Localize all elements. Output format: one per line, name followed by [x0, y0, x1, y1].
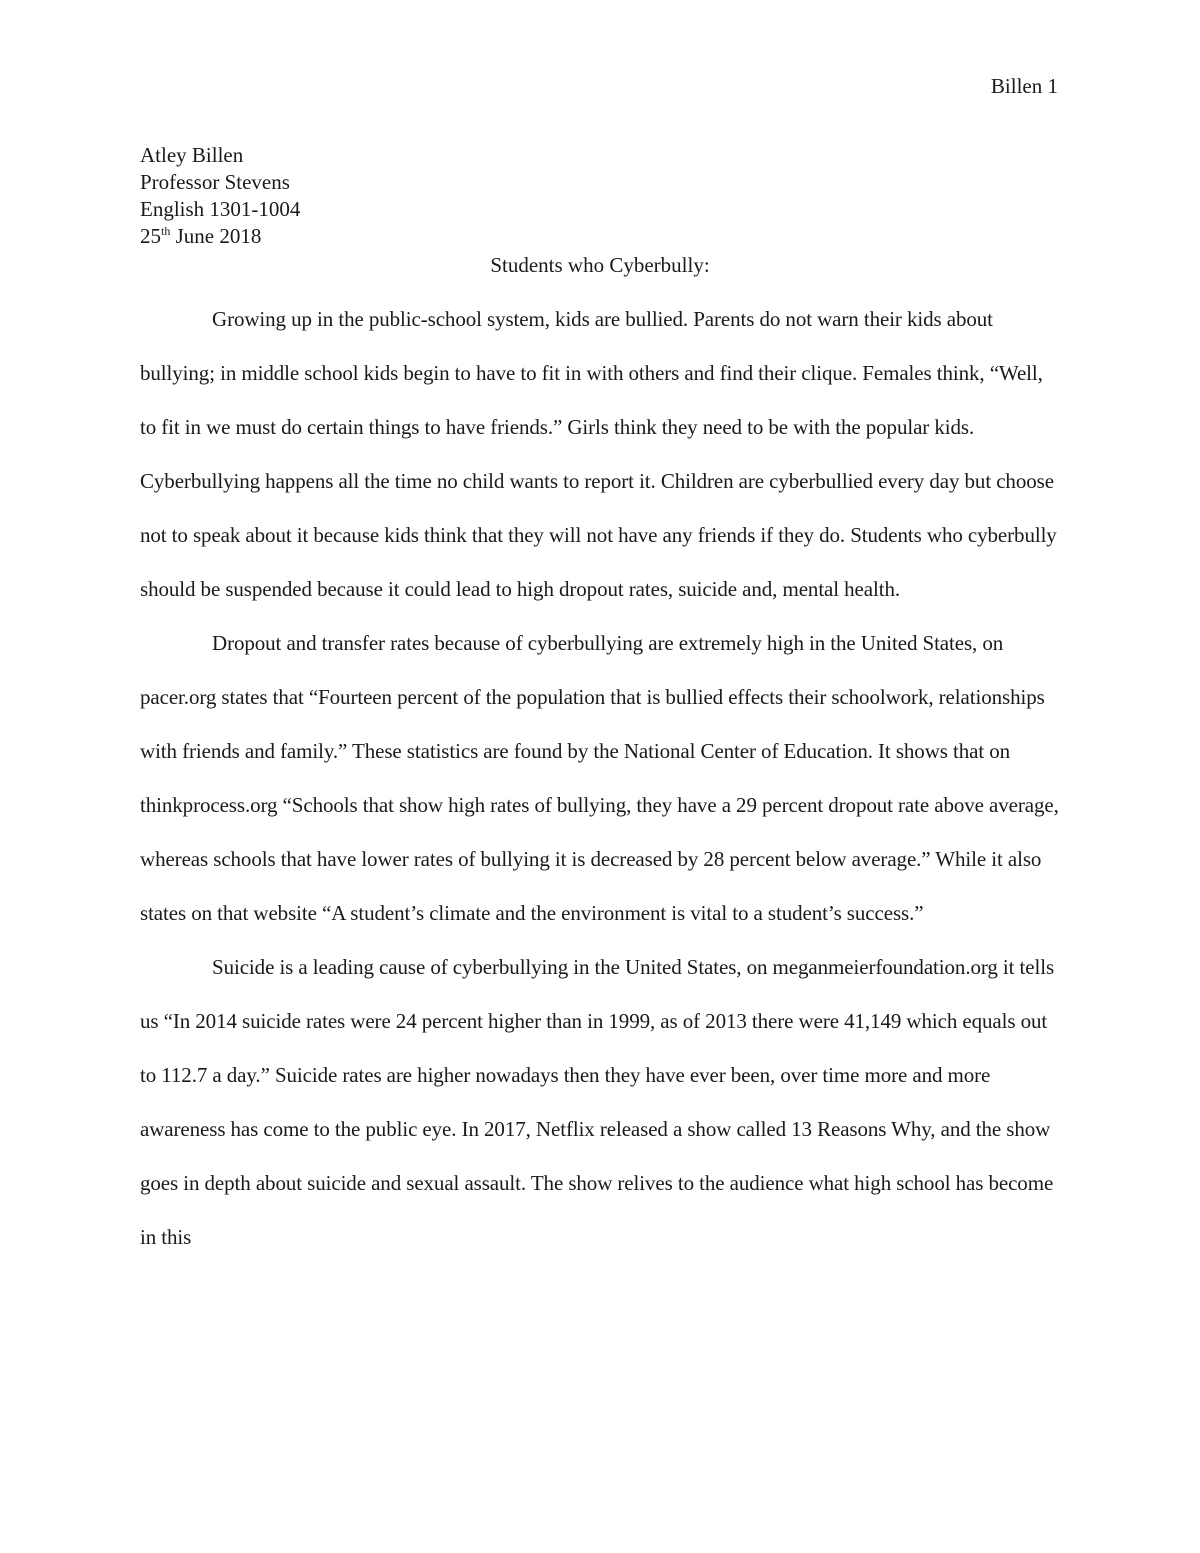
essay-body	[140, 292, 1062, 1264]
paragraph-3: Suicide is a leading cause of cyberbullying in the United States, on meganmeierfoundation.org it tells us “In 2014 suicide rates were 24 percent higher than in 1999, as of 2013 there were 41,149 which equals out to 112.7 a day.” Suicide rates are higher nowadays then they have ever been, over time more and more awareness has come to the public eye. In 2017, Netflix released a show called 13 Reasons Why, and the show goes in depth about suicide and sexual assault. The show relives to the audience what high school has become in this	[140, 955, 1055, 1249]
date-line	[140, 223, 300, 250]
student-name: Atley Billen	[140, 143, 244, 167]
paragraph-1: Growing up in the public-school system, kids are bullied. Parents do not warn their kids about bullying; in middle school kids begin to have to fit in with others and find their clique. Females think, “Well, to fit in we must do certain things to have friends.” Girls think they need to be with the popular kids. Cyberbullying happens all the time no child wants to report it. Children are cyberbullied every day but choose not to speak about it because kids think that they will not have any friends if they do. Students who cyberbully should be suspended because it could lead to high dropout rates, suicide and, mental health.	[140, 307, 1057, 601]
course-name: English 1301-1004	[140, 197, 301, 221]
essay-title: Students who Cyberbully:	[490, 253, 710, 277]
mla-heading	[140, 142, 300, 250]
date-suffix: th	[161, 224, 171, 238]
date-day: 25	[140, 224, 161, 248]
date-month-year: June 2018	[170, 224, 262, 248]
page-header-number: Billen 1	[990, 74, 1058, 98]
paragraph-2: Dropout and transfer rates because of cyberbullying are extremely high in the United States, on pacer.org states that “Fourteen percent of the population that is bullied effects their schoolwork, relationships with friends and family.” These statistics are found by the National Center of Education. It shows that on thinkprocess.org “Schools that show high rates of bullying, they have a 29 percent dropout rate above average, whereas schools that have lower rates of bullying it is decreased by 28 percent below average.” While it also states on that website “A student’s climate and the environment is vital to a student’s success.”	[140, 631, 1059, 925]
professor-name: Professor Stevens	[140, 170, 290, 194]
